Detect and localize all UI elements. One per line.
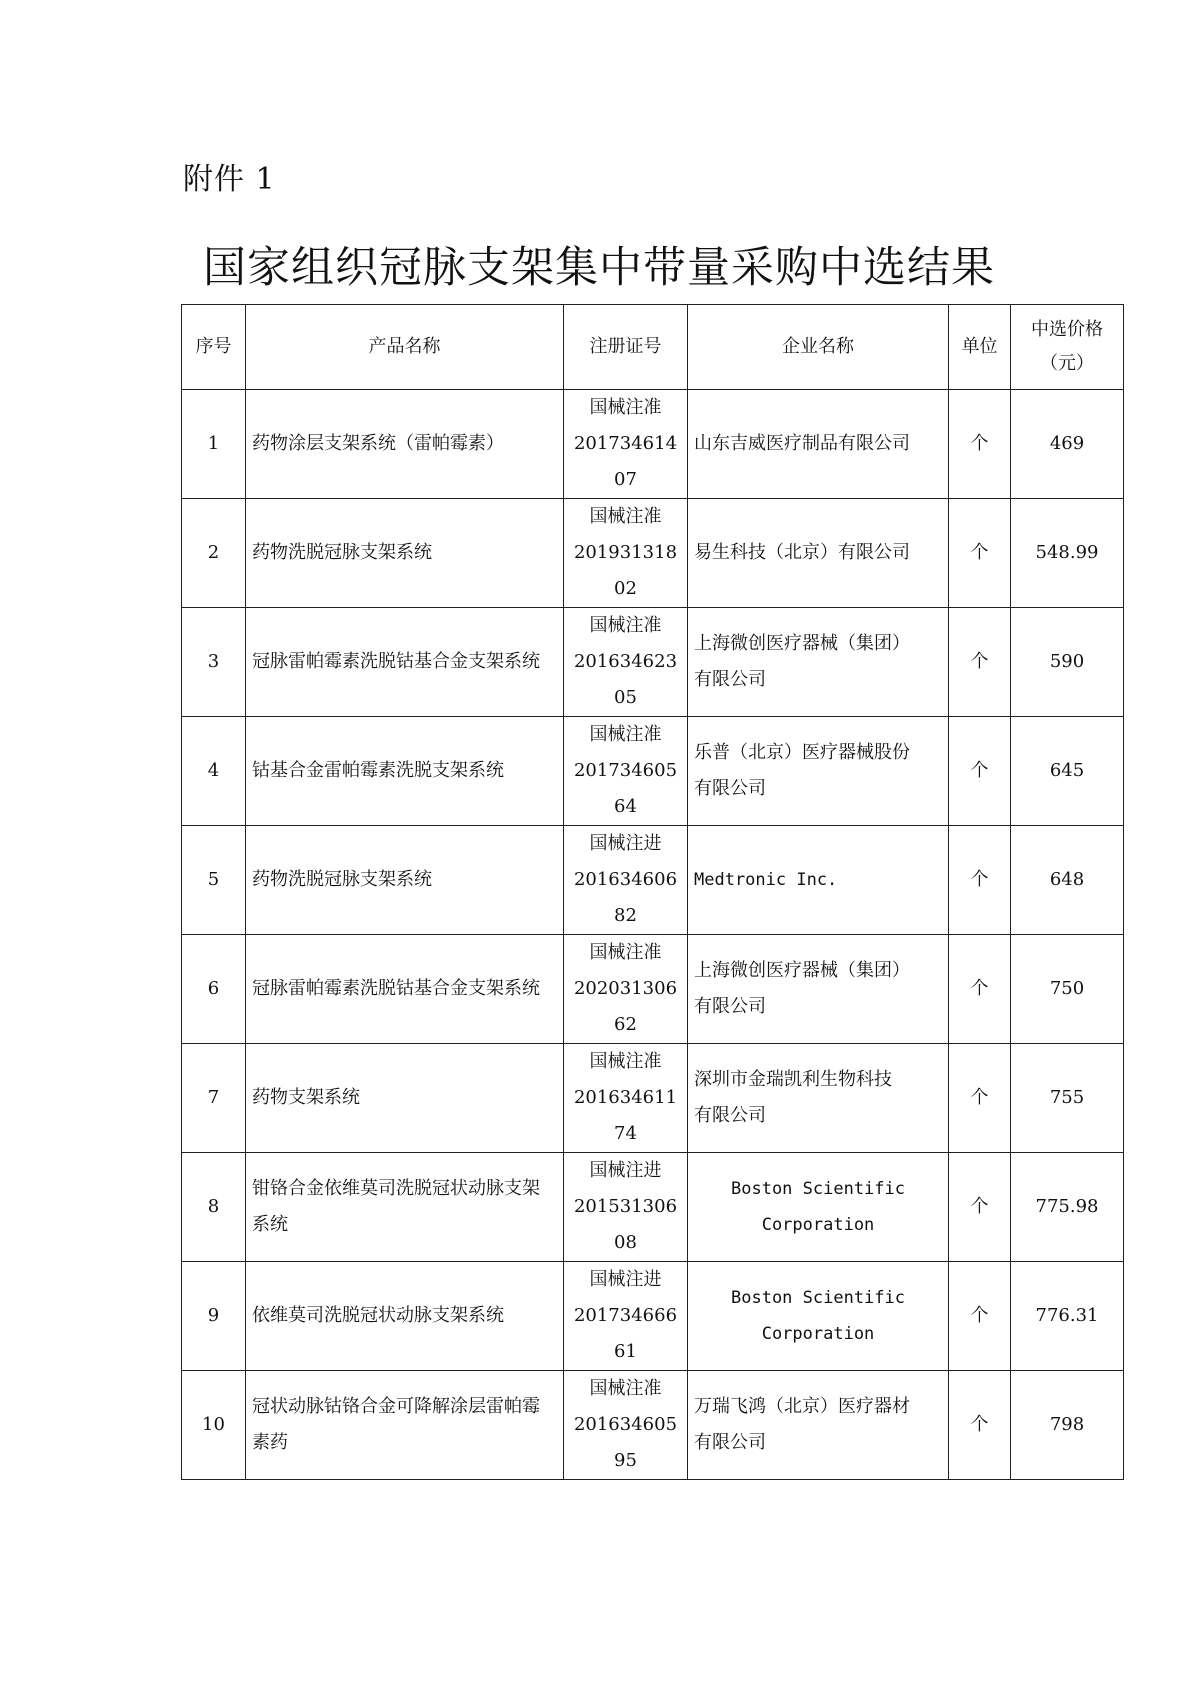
col-header-unit: 单位 [949, 305, 1011, 390]
unit: 个 [949, 390, 1011, 499]
page-title: 国家组织冠脉支架集中带量采购中选结果 [203, 243, 995, 293]
registration-number [564, 935, 688, 1044]
registration-prefix: 国械注准 [589, 1378, 662, 1399]
registration-code: 20163461174 [573, 1087, 678, 1144]
company-name [688, 390, 949, 499]
company-name [688, 608, 949, 717]
price: 548.99 [1011, 499, 1124, 608]
registration-number [564, 499, 688, 608]
registration-number [564, 717, 688, 826]
company-name-line-2: 有限公司 [694, 1105, 766, 1126]
attachment-label: 附件 1 [183, 162, 276, 197]
table-row [182, 826, 1124, 935]
unit: 个 [949, 499, 1011, 608]
company-name [688, 935, 949, 1044]
unit: 个 [949, 1044, 1011, 1153]
row-index: 8 [182, 1153, 246, 1262]
company-name [688, 826, 949, 935]
registration-prefix: 国械注进 [589, 1269, 662, 1290]
registration-code: 20173466661 [573, 1305, 678, 1362]
col-header-registration: 注册证号 [564, 305, 688, 390]
unit: 个 [949, 717, 1011, 826]
table-row [182, 1262, 1124, 1371]
company-name [688, 499, 949, 608]
product-name: 药物洗脱冠脉支架系统 [246, 499, 564, 608]
unit: 个 [949, 1153, 1011, 1262]
table-header-row [182, 305, 1124, 390]
registration-number [564, 1044, 688, 1153]
company-name [688, 1262, 949, 1371]
col-header-price [1011, 305, 1124, 390]
table-row [182, 935, 1124, 1044]
table-row [182, 717, 1124, 826]
company-name [688, 1371, 949, 1480]
row-index: 7 [182, 1044, 246, 1153]
registration-number [564, 1371, 688, 1480]
registration-prefix: 国械注准 [589, 615, 662, 636]
product-name: 药物支架系统 [246, 1044, 564, 1153]
price: 776.31 [1011, 1262, 1124, 1371]
row-index: 4 [182, 717, 246, 826]
unit: 个 [949, 826, 1011, 935]
row-index: 2 [182, 499, 246, 608]
price: 590 [1011, 608, 1124, 717]
row-index: 10 [182, 1371, 246, 1480]
company-name [688, 717, 949, 826]
company-name-line-2: 有限公司 [694, 1432, 766, 1453]
table-row [182, 1044, 1124, 1153]
registration-number [564, 1262, 688, 1371]
company-name-line-1: 山东吉威医疗制品有限公司 [694, 433, 910, 454]
product-name: 冠脉雷帕霉素洗脱钴基合金支架系统 [246, 935, 564, 1044]
registration-code: 20163460595 [573, 1414, 678, 1471]
product-name: 冠状动脉钴铬合金可降解涂层雷帕霉素药 [246, 1371, 564, 1480]
unit: 个 [949, 935, 1011, 1044]
registration-code: 20173460564 [573, 760, 678, 817]
price: 648 [1011, 826, 1124, 935]
price: 755 [1011, 1044, 1124, 1153]
unit: 个 [949, 608, 1011, 717]
results-table [181, 304, 1124, 1480]
price: 798 [1011, 1371, 1124, 1480]
company-name-line-1: 上海微创医疗器械（集团） [694, 633, 910, 654]
company-name-line-1: 易生科技（北京）有限公司 [694, 542, 910, 563]
price: 775.98 [1011, 1153, 1124, 1262]
company-name-line-1: 万瑞飞鸿（北京）医疗器材 [694, 1396, 910, 1417]
registration-prefix: 国械注进 [589, 1160, 662, 1181]
table-row [182, 608, 1124, 717]
company-name [688, 1153, 949, 1262]
registration-prefix: 国械注准 [589, 506, 662, 527]
product-name: 钳铬合金依维莫司洗脱冠状动脉支架系统 [246, 1153, 564, 1262]
company-name-line-1: 上海微创医疗器械（集团） [694, 960, 910, 981]
col-header-price-currency: （元） [1040, 353, 1094, 374]
table-row [182, 1153, 1124, 1262]
price: 469 [1011, 390, 1124, 499]
row-index: 9 [182, 1262, 246, 1371]
registration-number [564, 826, 688, 935]
registration-prefix: 国械注进 [589, 833, 662, 854]
table-row [182, 499, 1124, 608]
table-row [182, 1371, 1124, 1480]
table-row [182, 390, 1124, 499]
product-name: 药物洗脱冠脉支架系统 [246, 826, 564, 935]
registration-code: 20153130608 [573, 1196, 678, 1253]
product-name: 药物涂层支架系统（雷帕霉素） [246, 390, 564, 499]
company-name-line-1: Boston Scientific [731, 1179, 905, 1199]
registration-prefix: 国械注准 [589, 397, 662, 418]
company-name-line-1: 乐普（北京）医疗器械股份 [694, 742, 910, 763]
unit: 个 [949, 1371, 1011, 1480]
company-name-line-2: 有限公司 [694, 996, 766, 1017]
price: 645 [1011, 717, 1124, 826]
row-index: 1 [182, 390, 246, 499]
registration-code: 20163462305 [573, 651, 678, 708]
price: 750 [1011, 935, 1124, 1044]
product-name: 依维莫司洗脱冠状动脉支架系统 [246, 1262, 564, 1371]
company-name-line-1: Boston Scientific [731, 1288, 905, 1308]
product-name: 钴基合金雷帕霉素洗脱支架系统 [246, 717, 564, 826]
company-name-line-1: Medtronic Inc. [694, 870, 838, 890]
col-header-product: 产品名称 [246, 305, 564, 390]
col-header-company: 企业名称 [688, 305, 949, 390]
registration-number [564, 390, 688, 499]
registration-number [564, 1153, 688, 1262]
registration-number [564, 608, 688, 717]
row-index: 3 [182, 608, 246, 717]
registration-prefix: 国械注准 [589, 724, 662, 745]
registration-code: 20163460682 [573, 869, 678, 926]
registration-code: 20203130662 [573, 978, 678, 1035]
company-name-line-2: 有限公司 [694, 778, 766, 799]
company-name-line-2: 有限公司 [694, 669, 766, 690]
registration-prefix: 国械注准 [589, 942, 662, 963]
unit: 个 [949, 1262, 1011, 1371]
company-name-line-1: 深圳市金瑞凯利生物科技 [694, 1069, 892, 1090]
company-name-line-2: Corporation [761, 1215, 875, 1235]
col-header-index: 序号 [182, 305, 246, 390]
company-name-line-2: Corporation [761, 1324, 875, 1344]
registration-prefix: 国械注准 [589, 1051, 662, 1072]
col-header-price-label: 中选价格 [1031, 319, 1103, 340]
row-index: 5 [182, 826, 246, 935]
product-name: 冠脉雷帕霉素洗脱钴基合金支架系统 [246, 608, 564, 717]
registration-code: 20193131802 [573, 542, 678, 599]
row-index: 6 [182, 935, 246, 1044]
registration-code: 20173461407 [573, 433, 678, 490]
company-name [688, 1044, 949, 1153]
